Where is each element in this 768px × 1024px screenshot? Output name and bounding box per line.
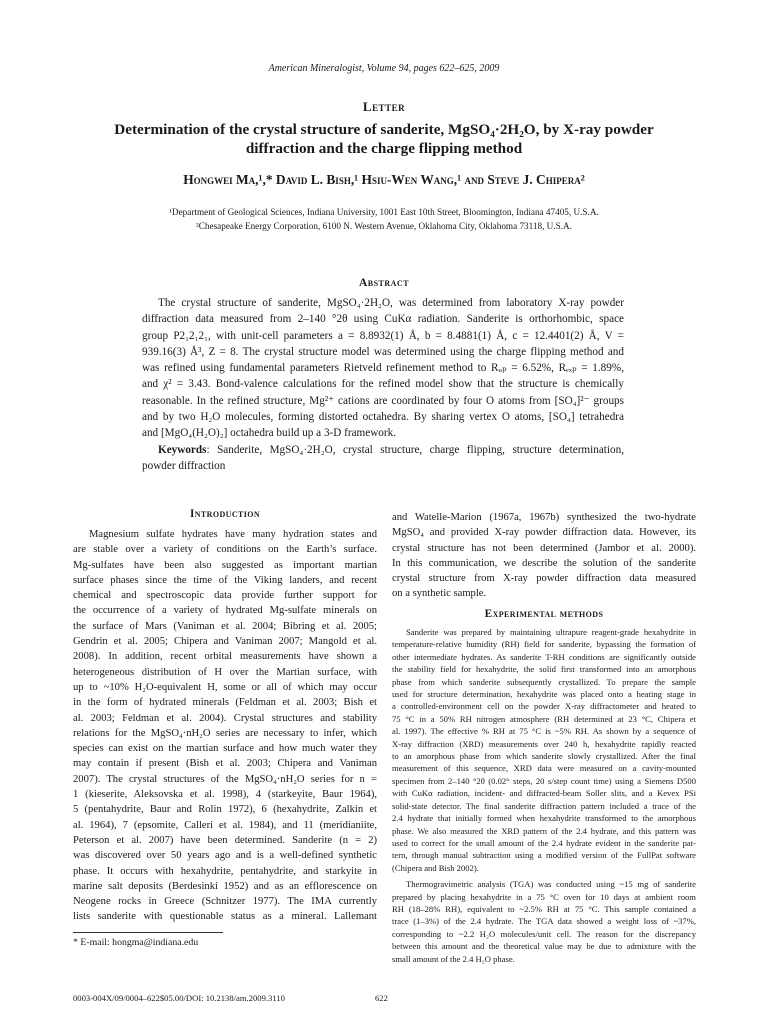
affiliations: [0, 205, 768, 233]
text-line: with CuKα radiation, incident- and diffracted-beam Soller slits, and a Kevex PSi: [392, 788, 696, 799]
text-line: al. 1997). The effective % RH at 75 °C is ~5% RH. As shown by a sequence of: [392, 726, 696, 737]
text-line: solid-state detector. The final sanderite diffraction pattern included a trace of the: [392, 800, 696, 811]
abstract-line: and by two H₂O molecules, forming distorted octahedra. By sharing vertex O atoms, [SO₄] tetrahedra: [142, 411, 624, 424]
text-line: temperature-relative humidity (RH) field for sanderite, bypassing the formation of: [392, 639, 696, 650]
footer-doi: 0003-004X/09/0004–622$05.00/DOI: 10.2138/am.2009.3110: [73, 993, 285, 1003]
introduction-continued: [392, 510, 696, 602]
text-line: 2.4 hydrate that initially formed when hexahydrite transformed to the amorphous: [392, 813, 696, 824]
text-line: tern, through manual subtraction using a modified version of the FullPat software: [392, 850, 696, 861]
text-line: RH (18–28% RH), equivalent to ~2.5% RH at 75 °C. This sample contained a: [392, 903, 696, 914]
introduction-heading: Introduction: [189, 508, 261, 520]
abstract-line: The crystal structure of sanderite, MgSO₄·2H₂O, was determined from laboratory X-ray powder: [158, 297, 624, 309]
experimental-heading: Experimental methods: [484, 608, 604, 620]
affiliation: ²Chesapeake Energy Corporation, 6100 N. Western Avenue, Oklahoma City, Oklahoma 73118, U.S.A.: [196, 221, 572, 231]
affiliation: ¹Department of Geological Sciences, Indiana University, 1001 East 10th Street, Bloomington, Indiana 47405, U.S.A.: [169, 207, 599, 217]
text-line: In this communication, we describe the solution of the sanderite: [392, 557, 696, 569]
keywords-label: Keywords: [158, 443, 207, 456]
abstract-line: reasonable. In the refined structure, Mg²⁺ cations are coordinated by four O atoms from [SO₄]²⁻ groups: [142, 394, 624, 407]
journal-header: American Mineralogist, Volume 94, pages 622–625, 2009: [268, 63, 500, 74]
text-line: MgSO₄ and provided X-ray powder diffraction data. However, its: [392, 527, 696, 539]
text-line: in the form of hydrated minerals (Feldman et al. 2003; Bish et: [73, 697, 377, 709]
text-line: 75 °C in a 50% RH nitrogen atmosphere (RH determined at 23 °C, Chipera et: [392, 713, 696, 724]
text-line: specimen from 2–140 °2θ (0.02° steps, 20 s/step count time) using a Siemens D500: [392, 775, 696, 786]
text-line: 5 (pentahydrite, Baur and Rolin 1972), 6 (hexahydrite, Zalkin et: [73, 804, 377, 816]
abstract-line: diffraction data measured from 2–140 °2θ using CuKα radiation. Sanderite is orthorhombic, space: [142, 313, 624, 326]
keywords-line: [142, 442, 624, 458]
text-line: (Chipera and Bish 2002).: [392, 862, 479, 873]
abstract-line: and χ² = 3.43. Bond-valence calculations for the refined model show that the structure is chemically: [142, 378, 624, 391]
text-line: phase. It occurs with hexahydrite, pentahydrite, and starkyite in: [73, 865, 377, 877]
text-line: surface phases since the time of the Viking landers, and recent: [73, 574, 377, 586]
text-line: measurement of this sequence, XRD data were measured on a cavity-mounted: [392, 763, 696, 774]
title-line: Determination of the crystal structure of sanderite, MgSO₄·2H₂O, by X-ray powder: [114, 121, 654, 138]
text-line: lists sanderite with questionable status as a mineral. Lallemant: [73, 911, 377, 923]
text-line: used for structure determination, hexahydrite was placed onto a heating stage in: [392, 689, 696, 700]
text-line: marine salt deposits (Berdesinki 1952) and as an efflorescence on: [73, 880, 377, 892]
text-line: used to correct for the small amount of the 2.4 hydrate evident in the sanderite pat-: [392, 837, 696, 848]
article-type: Letter: [362, 99, 406, 114]
text-line: was discovered over 50 years ago and is a well-defined synthetic: [73, 850, 377, 862]
text-line: Neogene rocks in Greece (Schnitzer 1977). The IMA currently: [73, 896, 377, 908]
text-line: crystal structure from X-ray powder diffraction data measured: [392, 573, 696, 585]
introduction-body: [73, 527, 377, 925]
experimental-body: [392, 626, 696, 965]
text-line: 2008). In addition, recent orbital measurements have shown a: [73, 651, 377, 663]
text-line: up to ~10% H₂O-equivalent H, some or all of which may occur: [73, 681, 377, 693]
text-line: Sanderite was prepared by maintaining ultrapure reagent-grade hexahydrite in: [406, 627, 696, 637]
text-line: phase. We also measured the XRD pattern of the 2.4 hydrate, and this pattern was: [392, 825, 696, 836]
text-line: al. 2003; Feldman et al. 2004). Crystal structures and stability: [73, 712, 377, 724]
text-line: 2007). The crystal structures of the MgSO₄·nH₂O series for n =: [73, 773, 377, 785]
text-line: small amount of the 2.4 H₂O phase.: [392, 953, 515, 964]
keywords-text: : Sanderite, MgSO₄·2H₂O, crystal structure, charge flipping, structure determination,: [206, 443, 624, 456]
text-line: prepared by placing hexahydrite in a 75 °C oven for 10 days at ambient room: [392, 891, 696, 902]
abstract-heading: Abstract: [358, 277, 410, 289]
paper-title: [96, 120, 672, 158]
title-line: diffraction and the charge flipping method: [245, 140, 523, 157]
text-line: corresponding to ~2.2 H₂O molecules/unit cell. The reason for the discrepancy: [392, 928, 696, 939]
keywords-line: powder diffraction: [142, 459, 226, 472]
text-line: crystal structure has not been determined (Jambor et al. 2000).: [392, 542, 696, 554]
page-number: 622: [375, 993, 388, 1003]
text-line: Peterson et al. 2007) have been determined. Sanderite (n = 2): [73, 834, 377, 846]
text-line: Thermogravimetric analysis (TGA) was conducted using ~15 mg of sanderite: [406, 879, 696, 890]
abstract-body: [142, 295, 624, 474]
text-line: the occurrence of a variety of hydrated Mg-sulfate minerals on: [73, 605, 377, 617]
text-line: heterogeneous distribution of H over the Martian surface, with: [73, 666, 377, 678]
abstract-line: 939.16(3) Å³, Z = 8. The crystal structure model was determined using the charge flipping method and: [142, 345, 624, 358]
text-line: are stable over a variety of conditions on the Earth’s surface.: [73, 544, 377, 556]
footnote: * E-mail: hongma@indiana.edu: [73, 937, 199, 948]
text-line: 1 (kieserite, Aleksovska et al. 1998), 4 (starkeyite, Baur 1964),: [73, 789, 377, 801]
text-line: trace (1–3%) of the 2.4 hydrate. The TGA data showed a weight loss of ~37%,: [392, 916, 696, 927]
footnote-divider: [73, 932, 223, 933]
abstract-line: group P2₁2₁2₁, with unit-cell parameters a = 8.8932(1) Å, b = 8.4881(1) Å, c = 12.4401(2) Å, V =: [142, 329, 624, 342]
text-line: between this amount and the theoretical value may be due to admixture with the: [392, 941, 696, 952]
text-line: species can exist on the martian surface and how much water they: [73, 743, 377, 755]
text-line: X-ray diffraction (XRD) measurements over 240 h, hexahydrite rapidly reacted: [392, 738, 696, 749]
text-line: a controlled-environment cell on the powder X-ray diffractometer and heated to: [392, 701, 696, 712]
text-line: Mg-sulfates have been also suggested as important martian: [73, 559, 377, 571]
abstract-line: was refined using fundamental parameters Rietveld refinement method to Rᵤₚ = 6.52%, Rₑₓₚ = 1.89%,: [142, 362, 624, 375]
text-line: Magnesium sulfate hydrates have many hydration states and: [89, 529, 377, 540]
author-list: Hongwei Ma,¹,* David L. Bish,¹ Hsiu-Wen Wang,¹ and Steve J. Chipera²: [183, 172, 585, 187]
text-line: Gendrin et al. 2005; Chipera and Vaniman 2007; Mangold et al.: [73, 636, 377, 648]
text-line: and Watelle-Marion (1967a, 1967b) synthesized the two-hydrate: [392, 512, 696, 523]
abstract-line: and [MgO₄(H₂O)₂] octahedra build up a 3-D framework.: [142, 427, 397, 440]
text-line: on a synthetic sample.: [392, 588, 487, 600]
text-line: phase from which sanderite subsequently crystallized. To prepare the sample: [392, 676, 696, 687]
text-line: to an amorphous phase from which sanderite slowly crystallized. After the final: [392, 751, 696, 762]
text-line: the stability field for hexahydrite, the solid first transformed into an amorphous: [392, 664, 696, 675]
text-line: al. 1964), 7 (epsomite, Calleri et al. 1984), and 11 (meridianiite,: [73, 819, 377, 831]
text-line: other intermediate hydrates. As sanderite T-RH conditions are significantly outside: [392, 651, 696, 662]
text-line: the surface of Mars (Vaniman et al. 2004; Bibring et al. 2005;: [73, 620, 377, 632]
text-line: may contain if present (Bish et al. 2003; Chipera and Vaniman: [73, 758, 377, 770]
text-line: chemical and spectroscopic data provide further support for: [73, 590, 377, 602]
text-line: relations for the MgSO₄·nH₂O series are necessary to infer, which: [73, 727, 377, 739]
